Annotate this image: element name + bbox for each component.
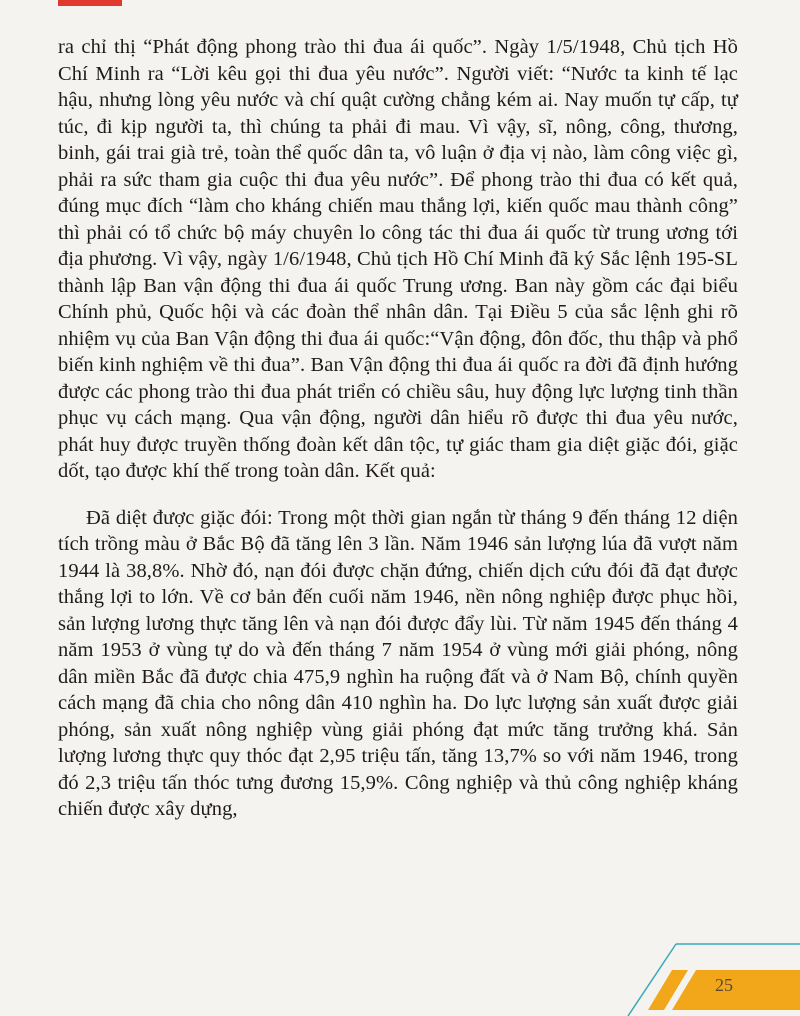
page-number: 25 [715,975,733,995]
footer-decoration [0,930,800,1016]
top-accent-mark [58,0,122,6]
paragraph-2: Đã diệt được giặc đói: Trong một thời gian ngắn từ tháng 9 đến tháng 12 diện tích trồng màu ở Bắc Bộ đã tăng lên 3 lần. Năm 1946 sản lượng lúa đã vượt năm 1944 là 38,8%. Nhờ đó, nạn đói được chặn đứng, chiến dịch cứu đói đã đạt được thắng lợi to lớn. Về cơ bản đến cuối năm 1946, nền nông nghiệp được phục hồi, sản lượng lương thực tăng lên và nạn đói được đẩy lùi. Từ năm 1945 đến tháng 4 năm 1953 ở vùng tự do và đến tháng 7 năm 1954 ở vùng mới giải phóng, nông dân miền Bắc đã được chia 475,9 nghìn ha ruộng đất và ở Nam Bộ, chính quyền cách mạng đã chia cho nông dân 410 nghìn ha. Do lực lượng sản xuất được giải phóng, sản xuất nông nghiệp vùng giải phóng đạt mức tăng trưởng khá. Sản lượng lương thực quy thóc đạt 2,95 triệu tấn, tăng 13,7% so với năm 1946, trong đó 2,3 triệu tấn thóc tưng đương 15,9%. Công nghiệp và thủ công nghiệp kháng chiến được xây dựng, [58,506,738,820]
body-text [58,34,738,823]
paragraph-1: ra chỉ thị “Phát động phong trào thi đua ái quốc”. Ngày 1/5/1948, Chủ tịch Hồ Chí Minh ra “Lời kêu gọi thi đua yêu nước”. Người viết: “Nước ta kinh tế lạc hậu, nhưng lòng yêu nước và chí quật cường chẳng kém ai. Nay muốn tự cấp, tự túc, đi kịp người ta, thì chúng ta phải đi mau. Vì vậy, sĩ, nông, công, thương, binh, gái trai già trẻ, toàn thể quốc dân ta, vô luận ở địa vị nào, làm công việc gì, phải ra sức tham gia cuộc thi đua yêu nước”. Để phong trào thi đua có kết quả, đúng mục đích “làm cho kháng chiến mau thắng lợi, kiến quốc mau thành công” thì phải có tổ chức bộ máy chuyên lo công tác thi đua ái quốc từ trung ương tới địa phương. Vì vậy, ngày 1/6/1948, Chủ tịch Hồ Chí Minh đã ký Sắc lệnh 195-SL thành lập Ban vận động thi đua ái quốc Trung ương. Ban này gồm các đại biểu Chính phủ, Quốc hội và các đoàn thể nhân dân. Tại Điều 5 của sắc lệnh ghi rõ nhiệm vụ của Ban Vận động thi đua ái quốc:“Vận động, đôn đốc, thu thập và phổ biến kinh nghiệm về thi đua”. Ban Vận động thi đua ái quốc ra đời đã định hướng được các phong trào thi đua phát triển có chiều sâu, huy động lực lượng tinh thần phục vụ cách mạng. Qua vận động, người dân hiểu rõ được thi đua yêu nước, phát huy được truyền thống đoàn kết dân tộc, tự giác tham gia diệt giặc đói, giặc dốt, tạo được khí thế trong toàn dân. Kết quả: [58,36,738,482]
